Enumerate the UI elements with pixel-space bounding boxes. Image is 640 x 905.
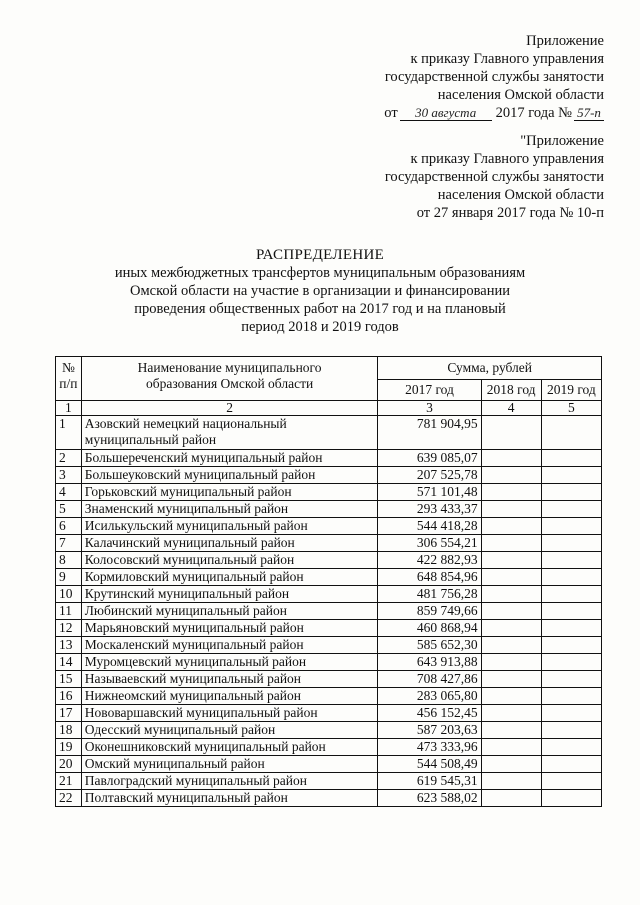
row-sum-2019 [541, 671, 601, 688]
previous-order-header [385, 132, 604, 222]
row-sum-2018 [481, 773, 541, 790]
title-line: проведения общественных работ на 2017 год и на плановый [134, 301, 506, 317]
row-sum-2019 [541, 501, 601, 518]
row-sum-2019 [541, 518, 601, 535]
table-row [56, 416, 602, 450]
header-line: "Приложение [520, 133, 604, 149]
row-sum-2019 [541, 552, 601, 569]
row-sum-2017: 648 854,96 [378, 569, 481, 586]
row-municipality-name: Москаленский муниципальный район [81, 637, 378, 654]
row-sum-2018 [481, 450, 541, 467]
document-title [0, 246, 640, 336]
row-municipality-name: Павлоградский муниципальный район [81, 773, 378, 790]
row-number: 8 [56, 552, 82, 569]
table-row [56, 722, 602, 739]
row-sum-2017: 859 749,66 [378, 603, 481, 620]
row-sum-2017: 422 882,93 [378, 552, 481, 569]
table-row [56, 450, 602, 467]
row-sum-2018 [481, 671, 541, 688]
row-sum-2018 [481, 467, 541, 484]
row-sum-2019 [541, 467, 601, 484]
row-municipality-name: Называевский муниципальный район [81, 671, 378, 688]
header-line: населения Омской области [437, 187, 604, 203]
table-row [56, 688, 602, 705]
handwritten-number: 57-п [574, 106, 604, 121]
header-line: государственной службы занятости [384, 69, 604, 85]
col-header-sum: Сумма, рублей [378, 357, 602, 380]
row-number: 13 [56, 637, 82, 654]
row-number: 7 [56, 535, 82, 552]
row-number: 3 [56, 467, 82, 484]
title-line: период 2018 и 2019 годов [241, 319, 399, 335]
header-line: населения Омской области [437, 87, 604, 103]
row-municipality-name: Муромцевский муниципальный район [81, 654, 378, 671]
table-row [56, 535, 602, 552]
row-sum-2019 [541, 756, 601, 773]
row-number: 22 [56, 790, 82, 807]
row-sum-2017: 544 508,49 [378, 756, 481, 773]
row-municipality-name: Большеуковский муниципальный район [81, 467, 378, 484]
row-municipality-name: Исилькульский муниципальный район [81, 518, 378, 535]
row-number: 6 [56, 518, 82, 535]
title-line: Омской области на участие в организации и финансировании [129, 283, 511, 299]
row-municipality-name: Крутинский муниципальный район [81, 586, 378, 603]
row-sum-2018 [481, 654, 541, 671]
row-number: 5 [56, 501, 82, 518]
row-sum-2019 [541, 790, 601, 807]
row-sum-2019 [541, 416, 601, 450]
row-number: 16 [56, 688, 82, 705]
row-municipality-name: Нижнеомский муниципальный район [81, 688, 378, 705]
row-sum-2018 [481, 620, 541, 637]
table-header-row [56, 357, 602, 380]
row-sum-2017: 708 427,86 [378, 671, 481, 688]
table-row [56, 654, 602, 671]
row-sum-2019 [541, 450, 601, 467]
row-number: 10 [56, 586, 82, 603]
header-line: Приложение [526, 33, 604, 49]
header-line: к приказу Главного управления [410, 51, 604, 67]
row-municipality-name: Знаменский муниципальный район [81, 501, 378, 518]
row-sum-2017: 619 545,31 [378, 773, 481, 790]
col-header-2019: 2019 год [541, 380, 601, 401]
row-sum-2017: 585 652,30 [378, 637, 481, 654]
date-prefix: от [384, 105, 398, 121]
row-sum-2018 [481, 416, 541, 450]
row-sum-2019 [541, 739, 601, 756]
row-municipality-name: Колосовский муниципальный район [81, 552, 378, 569]
date-year: 2017 года № [495, 105, 572, 121]
row-sum-2019 [541, 773, 601, 790]
row-number: 9 [56, 569, 82, 586]
row-sum-2019 [541, 484, 601, 501]
col-header-2017: 2017 год [378, 380, 481, 401]
table-row [56, 518, 602, 535]
row-sum-2017: 306 554,21 [378, 535, 481, 552]
col-index: 3 [378, 401, 481, 416]
row-municipality-name: Марьяновский муниципальный район [81, 620, 378, 637]
row-sum-2017: 456 152,45 [378, 705, 481, 722]
row-municipality-name: Омский муниципальный район [81, 756, 378, 773]
table-row [56, 756, 602, 773]
row-sum-2019 [541, 722, 601, 739]
row-sum-2019 [541, 603, 601, 620]
row-number: 12 [56, 620, 82, 637]
row-sum-2017: 643 913,88 [378, 654, 481, 671]
distribution-table [55, 356, 602, 807]
column-index-row [56, 401, 602, 416]
row-sum-2018 [481, 535, 541, 552]
row-sum-2017: 587 203,63 [378, 722, 481, 739]
row-sum-2018 [481, 705, 541, 722]
title-main: РАСПРЕДЕЛЕНИЕ [255, 247, 385, 263]
row-municipality-name: Кормиловский муниципальный район [81, 569, 378, 586]
row-municipality-name: Азовский немецкий национальный муниципальный район [81, 416, 378, 450]
row-sum-2019 [541, 705, 601, 722]
row-municipality-name: Нововаршавский муниципальный район [81, 705, 378, 722]
row-municipality-name: Оконешниковский муниципальный район [81, 739, 378, 756]
col-header-name: Наименование муниципального образования Омской области [81, 357, 378, 401]
row-sum-2018 [481, 501, 541, 518]
table-row [56, 501, 602, 518]
col-header-number: № п/п [56, 357, 82, 401]
row-sum-2019 [541, 637, 601, 654]
table-row [56, 467, 602, 484]
row-sum-2018 [481, 756, 541, 773]
row-sum-2017: 781 904,95 [378, 416, 481, 450]
col-index: 1 [56, 401, 82, 416]
row-municipality-name: Любинский муниципальный район [81, 603, 378, 620]
row-number: 17 [56, 705, 82, 722]
row-number: 14 [56, 654, 82, 671]
col-header-2018: 2018 год [481, 380, 541, 401]
row-municipality-name: Горьковский муниципальный район [81, 484, 378, 501]
row-sum-2018 [481, 552, 541, 569]
row-number: 21 [56, 773, 82, 790]
header-line: к приказу Главного управления [410, 151, 604, 167]
order-header [384, 32, 604, 122]
row-sum-2018 [481, 722, 541, 739]
row-number: 15 [56, 671, 82, 688]
row-number: 19 [56, 739, 82, 756]
row-sum-2018 [481, 688, 541, 705]
header-date-line [384, 104, 604, 122]
row-sum-2017: 473 333,96 [378, 739, 481, 756]
table-row [56, 620, 602, 637]
table-row [56, 586, 602, 603]
handwritten-date: 30 августа [400, 106, 492, 121]
table-row [56, 603, 602, 620]
table-row [56, 569, 602, 586]
row-sum-2019 [541, 569, 601, 586]
table-row [56, 637, 602, 654]
table-body [56, 416, 602, 807]
row-sum-2017: 283 065,80 [378, 688, 481, 705]
table-row [56, 790, 602, 807]
row-sum-2018 [481, 739, 541, 756]
row-sum-2017: 481 756,28 [378, 586, 481, 603]
col-index: 4 [481, 401, 541, 416]
row-sum-2019 [541, 586, 601, 603]
row-sum-2018 [481, 484, 541, 501]
table-row [56, 739, 602, 756]
row-municipality-name: Большереченский муниципальный район [81, 450, 378, 467]
row-sum-2017: 293 433,37 [378, 501, 481, 518]
row-sum-2018 [481, 637, 541, 654]
header-line: от 27 января 2017 года № 10-п [416, 205, 604, 221]
row-number: 4 [56, 484, 82, 501]
row-number: 20 [56, 756, 82, 773]
row-sum-2017: 460 868,94 [378, 620, 481, 637]
row-sum-2018 [481, 603, 541, 620]
row-number: 18 [56, 722, 82, 739]
table-row [56, 705, 602, 722]
table-row [56, 671, 602, 688]
row-number: 11 [56, 603, 82, 620]
table-row [56, 552, 602, 569]
row-sum-2017: 571 101,48 [378, 484, 481, 501]
row-sum-2018 [481, 586, 541, 603]
table-row [56, 484, 602, 501]
row-sum-2017: 623 588,02 [378, 790, 481, 807]
row-sum-2017: 639 085,07 [378, 450, 481, 467]
row-sum-2019 [541, 620, 601, 637]
row-number: 1 [56, 416, 82, 450]
row-municipality-name: Одесский муниципальный район [81, 722, 378, 739]
col-index: 5 [541, 401, 601, 416]
row-sum-2019 [541, 654, 601, 671]
row-sum-2017: 207 525,78 [378, 467, 481, 484]
row-sum-2018 [481, 569, 541, 586]
header-line: государственной службы занятости [384, 169, 604, 185]
row-sum-2017: 544 418,28 [378, 518, 481, 535]
col-index: 2 [81, 401, 378, 416]
row-municipality-name: Полтавский муниципальный район [81, 790, 378, 807]
table-row [56, 773, 602, 790]
row-sum-2018 [481, 790, 541, 807]
row-number: 2 [56, 450, 82, 467]
row-municipality-name: Калачинский муниципальный район [81, 535, 378, 552]
row-sum-2018 [481, 518, 541, 535]
row-sum-2019 [541, 535, 601, 552]
title-line: иных межбюджетных трансфертов муниципальным образованиям [114, 265, 526, 281]
row-sum-2019 [541, 688, 601, 705]
